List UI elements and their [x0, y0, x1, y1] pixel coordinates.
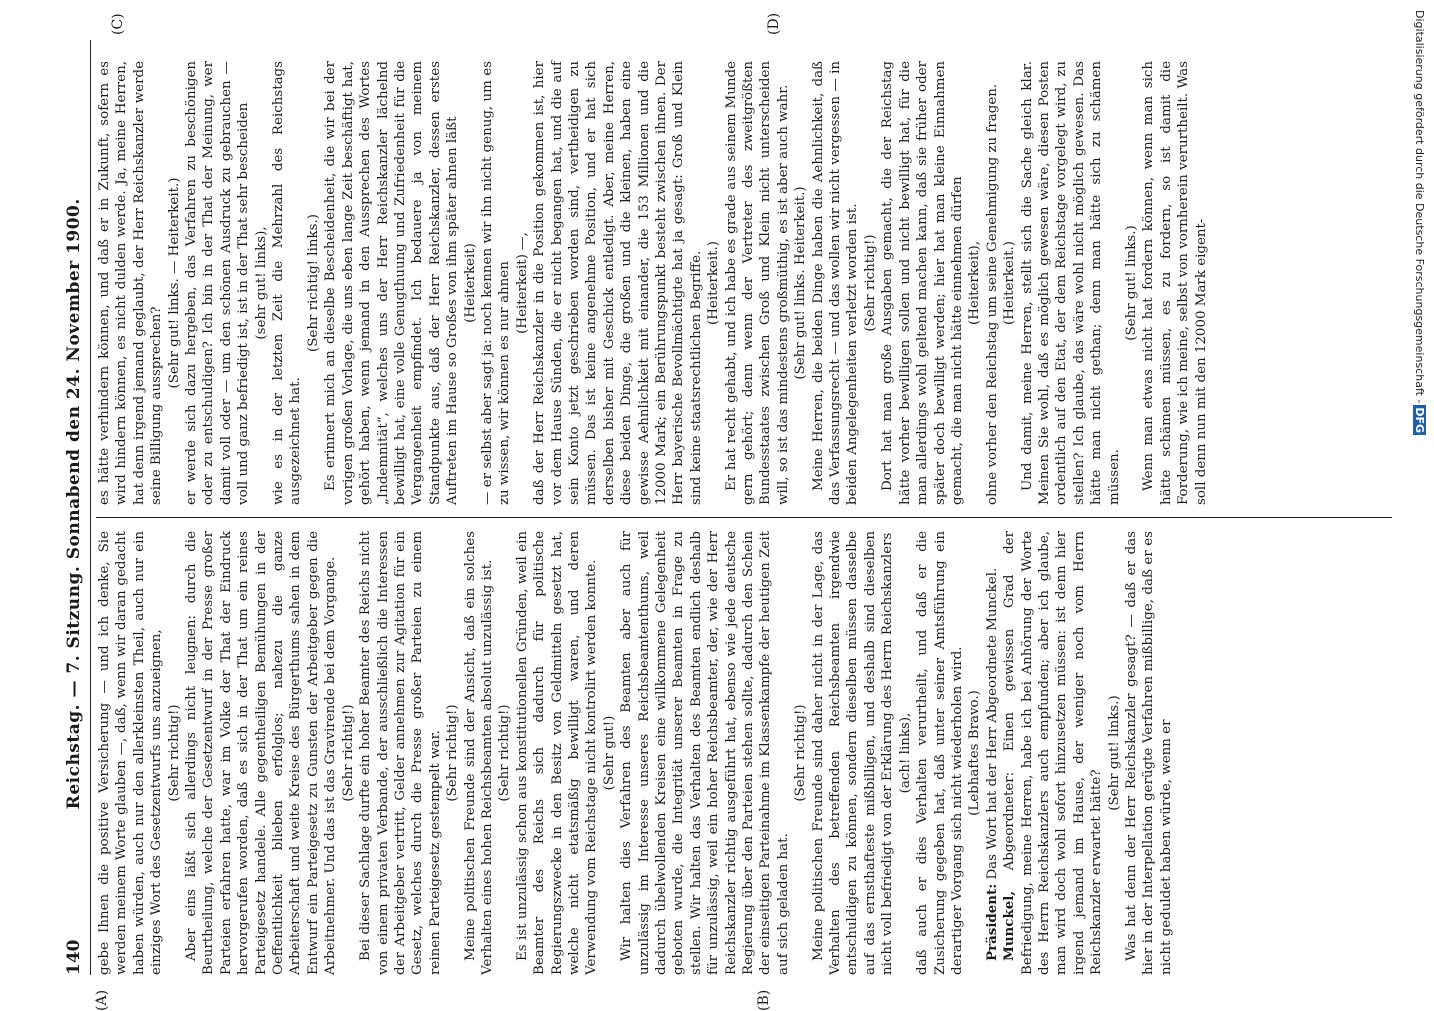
paragraph: Meine politischen Freunde sind der Ansicht, daß ein solches Verhalten eines hohen Reichsbeamten absolut unzulässig ist. — [462, 531, 495, 975]
paragraph: Meine politischen Freunde sind daher nicht in der Lage, das Verhalten des betreffenden Reichsbeamten irgendwie entschuldigen zu können, sondern dieselben müssen dasselbe auf das ernsthafteste mißbilligen, und deshalb sind dieselben nicht voll befriedigt von der Erklärung des Herrn Reichskanzlers — [810, 531, 896, 975]
header-rule — [90, 40, 91, 975]
paragraph: Es erinnert mich an dieselbe Bescheidenheit, die wir bei der vorigen großen Vorlage, die uns eben lange Zeit beschäftigt hat, gehört haben, wenn jemand in den Aussprechen des Wortes „Indemnität“, welches uns der Herr Reichskanzler lächelnd bewilligt hat, eine volle Genugthuung und Zufriedenheit für die Vergangenheit empfindet. Ich bedauere ja von meinem Standpunkte aus, daß der Herr Reichskanzler, dessen erstes Auftreten im Hause so Großes von ihm später ahnen läßt — [323, 61, 461, 505]
interjection: (ach! links), — [897, 712, 913, 794]
paragraph: er werde sich dazu hergeben, das Verfahren zu beschönigen oder zu entschuldigen? Ich bin in der That der Meinung, wer damit voll oder — um den schönen Ausdruck zu gebrauchen — voll und ganz befriedigt ist, ist in der That sehr bescheiden — [184, 61, 252, 505]
interjection: (Sehr gut! links.) — [1106, 695, 1122, 811]
interjection: (Lebhaftes Bravo.) — [967, 690, 983, 816]
margin-marker-c: (C) — [110, 13, 126, 35]
interjection: (Sehr gut! links.) — [1123, 225, 1139, 341]
margin-marker-b: (B) — [756, 989, 772, 1011]
paragraph: es hätte verhindern können, und daß er in Zukunft, sofern es wird hindern können, es nicht dulden werde. Ja, meine Herren, hat denn irgend jemand geglaubt, der Herr Reichskanzler werde seine Billigung aussprechen? — [97, 61, 165, 505]
interjection: (Heiterkeit) — [462, 243, 478, 323]
credit-text: Digitalisierung gefördert durch die Deutsche Forschungsgemeinschaft - — [1413, 10, 1426, 404]
paragraph: Wenn man etwas nicht hat fordern können, wenn man sich hätte schämen müssen, es zu fordern, so ist damit die Forderung, wie ich meine, selbst von vornherein verurtheilt. Was soll denn nun mit den 12000 Mark eigent- — [1141, 61, 1209, 505]
paragraph: daß auch er dies Verhalten verurtheilt, und daß er die Zusicherung gegeben hat, daß unter seiner Amtsführung ein derartiger Vorgang sich nicht wiederholen wird. — [915, 531, 965, 975]
paragraph: Es ist unzulässig schon aus konstitutionellen Gründen, weil ein Beamter des Reichs sich dadurch für politische Regierungszwecke in den Besitz von Geldmitteln gesetzt hat, welche nicht etatsmäßig bewilligt waren, und deren Verwendung vom Reichstage nicht kontrolirt werden konnte. — [514, 531, 600, 975]
paragraph: — er selbst aber sagt ja: noch kennen wir ihn nicht genug, um es zu wissen, wir können es nur ahnen — [479, 61, 513, 505]
interjection: (Sehr gut!) — [601, 715, 617, 791]
paragraph: Präsident: Das Wort hat der Herr Abgeordnete Munckel. — [983, 567, 1000, 961]
paragraph: daß der Herr Reichskanzler in die Position gekommen ist, hier vor dem Hause Sünden, die er nicht begangen hat, und die auf sein Konto jetzt geschrieben worden sind, vertheidigen zu müssen. Das ist keine angenehme Position, und er hat sich derselben bisher mit Geschick entledigt. Aber, meine Herren, diese beiden Dinge, die großen und die kleinen, haben eine gewisse Aehnlichkeit mit einander, die 153 Millionen und die 12000 Mark; ein Berührungspunkt besteht zwischen ihnen. Der Herr bayerische Bevollmächtigte hat ja gesagt: Groß und Klein sind keine staatsrechtlichen Begriffe. — [532, 61, 704, 505]
margin-marker-a: (A) — [94, 989, 110, 1011]
interjection: (Heiterkeit.) — [706, 241, 722, 325]
paragraph: ohne vorher den Reichstag um seine Genehmigung zu fragen. — [984, 83, 1000, 505]
paragraph: Wir halten dies Verfahren des Beamten aber auch für unzulässig im Interesse unseres Reichsbeamtenthums, weil dadurch übelwollenden Kreisen eine willkommene Gelegenheit geboten wurde, die Integrität unserer Beamten in Frage zu stellen. Wir halten das Verhalten des Beamten endlich deshalb für unzulässig, weil ein hoher Reichsbeamter, der, wie der Herr Reichskanzler richtig ausgeführt hat, ebenso wie jede deutsche Regierung über den Parteien stehen sollte, dadurch den Schein der einseitigen Parteinahme im Klassenkampfe der heutigen Zeit auf sich geladen hat. — [619, 531, 791, 975]
interjection: (Sehr richtig!) — [862, 234, 878, 332]
margin-marker-d: (D) — [766, 12, 782, 35]
interjection: (Sehr gut! links. Heiterkeit.) — [793, 186, 809, 380]
paragraph: Und damit, meine Herren, stellt sich die Sache gleich klar. Meinen Sie wohl, daß es möglich gewesen wäre, diesen Posten ordentlich auf den Etat, der dem Reichstage vorgelegt wird, zu stellen? Ich glaube, das wäre wohl nicht möglich gewesen. Das hätte man nicht gethan; denn man hätte sich zu schämen müssen. — [1019, 61, 1122, 505]
paragraph: Aber eins läßt sich allerdings nicht leugnen: durch die Beurtheilung, welche der Gesetzentwurf in der Presse großer Parteien erfahren hatte, war im Volke der That der Eindruck hervorgerufen worden, daß es sich in der That um ein reines Parteigesetz handele. Alle gegentheiligen Bemühungen in der Oeffentlichkeit blieben erfolglos; nahezu die ganze Arbeiterschaft und weite Kreise des Bürgerthums sahen in dem Entwurf ein Parteigesetz zu Gunsten der Arbeitgeber gegen die Arbeitnehmer. Und das ist das Gravirende bei dem Vorgange. — [184, 531, 339, 975]
speaker-name: Präsident: — [983, 883, 1000, 961]
column-divider — [96, 517, 1392, 518]
rotated-page-content — [60, 12, 1390, 1011]
interjection: (sehr gut! links), — [253, 226, 269, 340]
interjection: (Sehr richtig!) — [166, 704, 182, 802]
page-header — [60, 40, 88, 975]
paragraph: gebe Ihnen die positive Versicherung — und ich denke, Sie werden meinem Worte glauben —, daß, wenn wir daran gedacht haben würden, auch nur den allerkleinsten Theil, auch nur ein einziges Wort des Gesetzentwurfs uns anzueignen, — [97, 531, 165, 975]
digitization-credit — [1413, 10, 1426, 435]
interjection: (Sehr richtig!) — [340, 704, 356, 802]
interjection: (Heiterkeit) —, — [514, 232, 530, 334]
paragraph: Meine Herren, die beiden Dinge haben die Aehnlichkeit, daß das Verfassungsrecht — und das wollen wir nicht vergessen — in beiden Angelegenheiten verletzt worden ist. — [810, 61, 861, 505]
left-column — [96, 531, 1175, 975]
dfg-logo: DFG — [1413, 407, 1426, 434]
interjection: (Sehr richtig!) — [445, 704, 461, 802]
interjection: (Sehr richtig!) — [793, 704, 809, 802]
page-title: Reichstag. — 7. Sitzung. Sonnabend den 24. November 1900. — [64, 198, 84, 810]
paragraph: Was hat denn der Herr Reichskanzler gesagt? — daß er das hier in der Interpellation gerügte Verfahren mißbillige, daß er es nicht geduldet haben würde, wenn er — [1123, 531, 1174, 975]
speaker-name: Munckel, — [1001, 891, 1018, 961]
interjection: (Heiterkeit.) — [1002, 241, 1018, 325]
interjection: (Sehr richtig!) — [497, 704, 513, 802]
interjection: (Heiterkeit), — [967, 241, 983, 325]
interjection: (Sehr gut! links. — Heiterkeit.) — [166, 177, 182, 389]
right-column — [96, 61, 1210, 505]
interjection: (Sehr richtig! links.) — [305, 214, 321, 352]
paragraph: Bei dieser Sachlage durfte ein hoher Beamter des Reichs nicht von einem privaten Verbande, der ausschließlich die Interessen der Arbeitgeber vertritt, Gelder annehmen zur Agitation für ein Gesetz, welches durch die Presse großer Parteien zu einem reinen Parteigesetz gestempelt war. — [358, 531, 443, 975]
paragraph: Munckel, Abgeordneter: Einen gewissen Grad der Befriedigung, meine Herren, habe ich bei Anhörung der Worte des Herrn Reichskanzlers auch empfunden; aber ich glaube, man wird doch wohl sofort hinzusetzen müssen: ist denn hier irgend jemand im Hause, der weniger noch vom Herrn Reichskanzler erwartet hätte? — [1001, 531, 1105, 975]
paragraph: Dort hat man große Ausgaben gemacht, die der Reichstag hätte vorher bewilligen sollen und nicht bewilligt hat, für die man allerdings wohl geltend machen kann, daß sie früher oder später doch bewilligt werden; hier hat man kleine Einnahmen gemacht, die man nicht hätte einnehmen dürfen — [880, 61, 965, 505]
paragraph: wie es in der letzten Zeit die Mehrzahl des Reichstags ausgezeichnet hat. — [271, 61, 304, 505]
page-number: 140 — [64, 939, 84, 975]
paragraph: Er hat recht gehabt, und ich habe es grade aus seinem Munde gern gehört; denn wenn der Vertreter des zweitgrößten Bundesstaates zwischen Groß und Klein nicht unterscheiden will, so ist das mindestens großmüthig, es ist aber auch wahr. — [723, 61, 791, 505]
